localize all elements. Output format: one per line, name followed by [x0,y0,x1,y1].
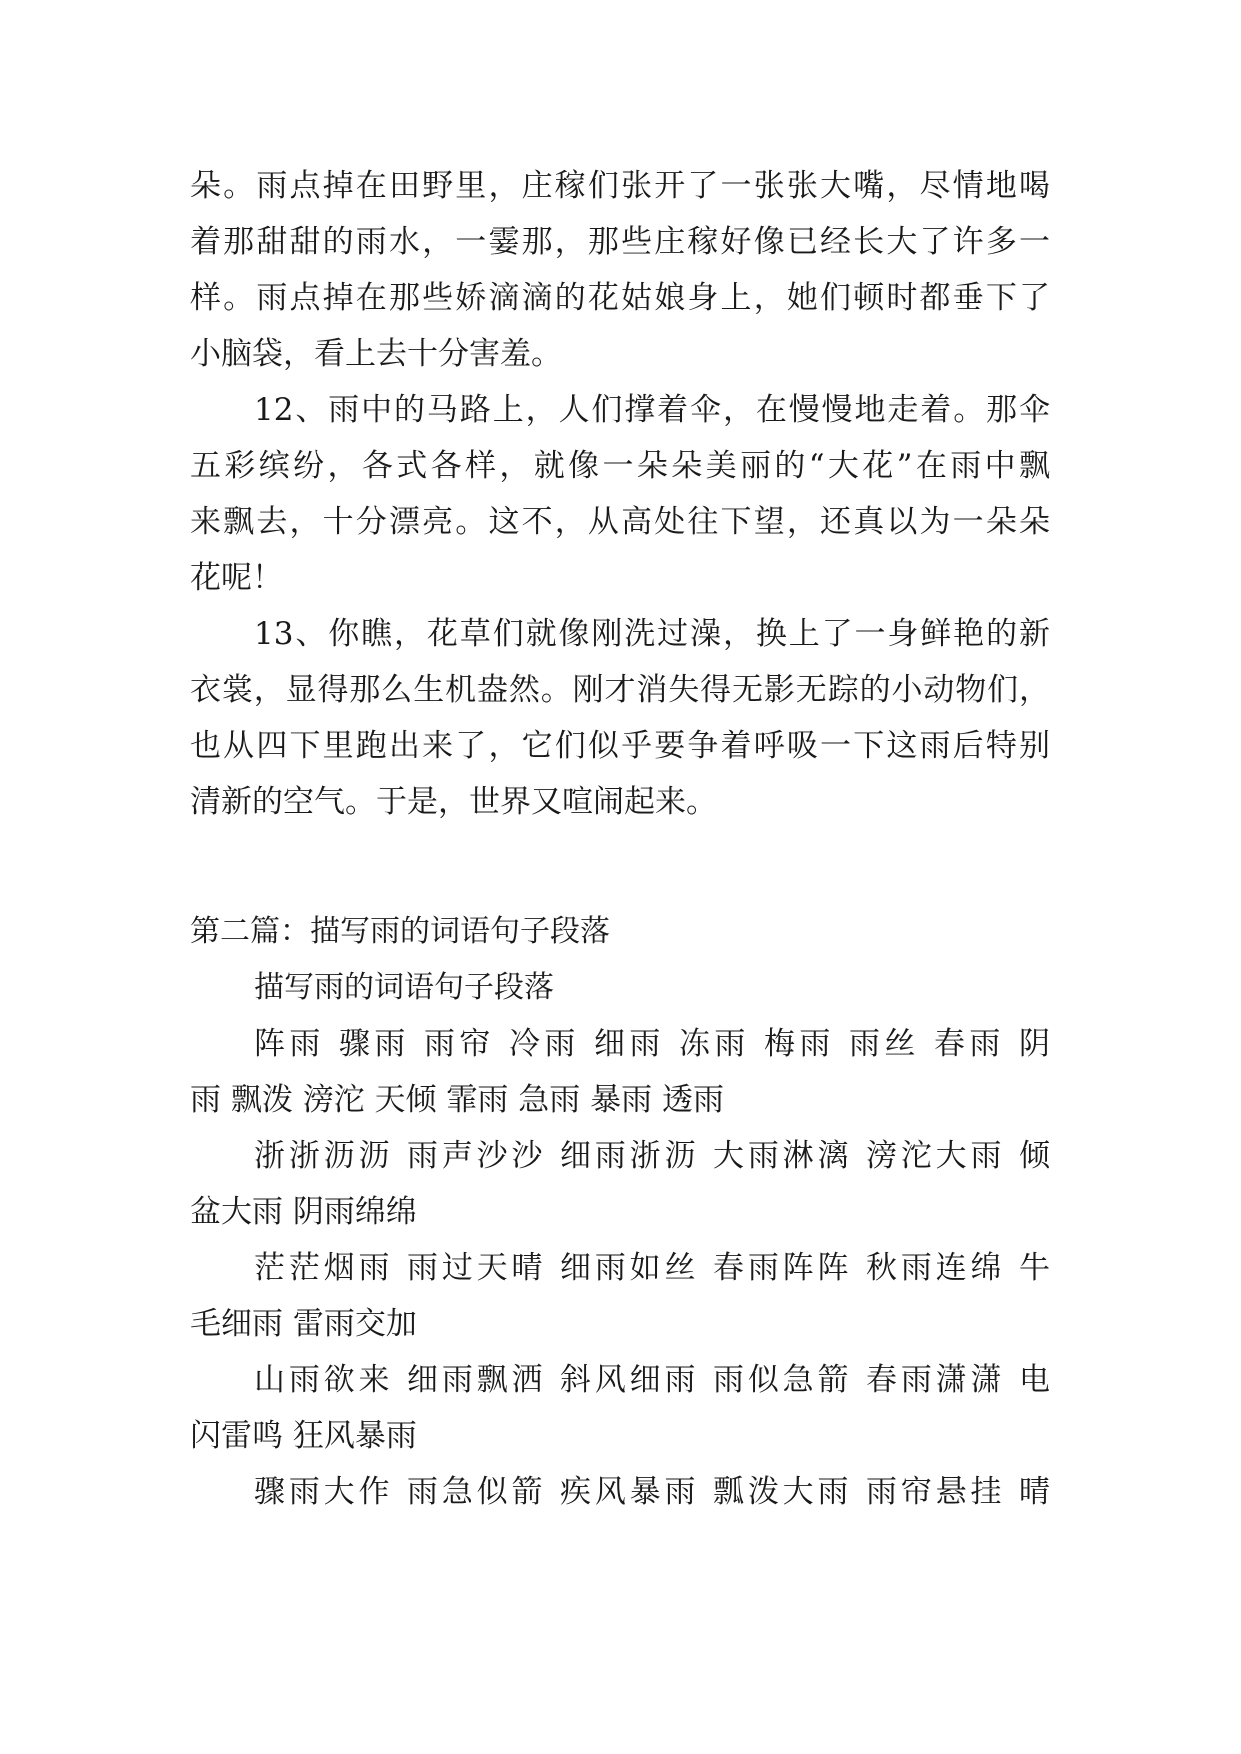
section-subtitle: 描写雨的词语句子段落 [254,970,554,1005]
text-line: 衣裳，显得那么生机盎然。刚才消失得无影无踪的小动物们， [190,672,1050,708]
text-line: 骤雨大作 雨急似箭 疾风暴雨 瓢泼大雨 雨帘悬挂 晴 [254,1474,1050,1510]
text-line: 阵雨 骤雨 雨帘 冷雨 细雨 冻雨 梅雨 雨丝 春雨 阴 [254,1026,1050,1062]
text-line: 小脑袋，看上去十分害羞。 [190,336,562,372]
text-line: 毛细雨 雷雨交加 [190,1306,417,1342]
text-line: 12、雨中的马路上，人们撑着伞，在慢慢地走着。那伞 [254,392,1050,428]
text-line: 样。雨点掉在那些娇滴滴的花姑娘身上，她们顿时都垂下了 [190,280,1050,316]
text-line: 盆大雨 阴雨绵绵 [190,1194,417,1230]
text-line: 来飘去，十分漂亮。这不，从高处往下望，还真以为一朵朵 [190,504,1050,540]
text-line: 着那甜甜的雨水，一霎那，那些庄稼好像已经长大了许多一 [190,224,1050,260]
section-heading: 第二篇：描写雨的词语句子段落 [190,914,610,949]
text-line: 清新的空气。于是，世界又喧闹起来。 [190,784,717,820]
text-line: 闪雷鸣 狂风暴雨 [190,1418,417,1454]
text-line: 花呢！ [190,560,283,596]
text-line: 雨 飘泼 滂沱 天倾 霏雨 急雨 暴雨 透雨 [190,1082,724,1118]
text-line: 13、你瞧，花草们就像刚洗过澡，换上了一身鲜艳的新 [254,616,1050,652]
text-line: 五彩缤纷，各式各样，就像一朵朵美丽的“大花”在雨中飘 [190,448,1050,484]
text-line: 山雨欲来 细雨飘洒 斜风细雨 雨似急箭 春雨潇潇 电 [254,1362,1050,1398]
text-line: 浙浙沥沥 雨声沙沙 细雨浙沥 大雨淋漓 滂沱大雨 倾 [254,1138,1050,1174]
text-line: 朵。雨点掉在田野里，庄稼们张开了一张张大嘴，尽情地喝 [190,168,1050,204]
text-line: 茫茫烟雨 雨过天晴 细雨如丝 春雨阵阵 秋雨连绵 牛 [254,1250,1050,1286]
text-line: 也从四下里跑出来了，它们似乎要争着呼吸一下这雨后特别 [190,728,1050,764]
